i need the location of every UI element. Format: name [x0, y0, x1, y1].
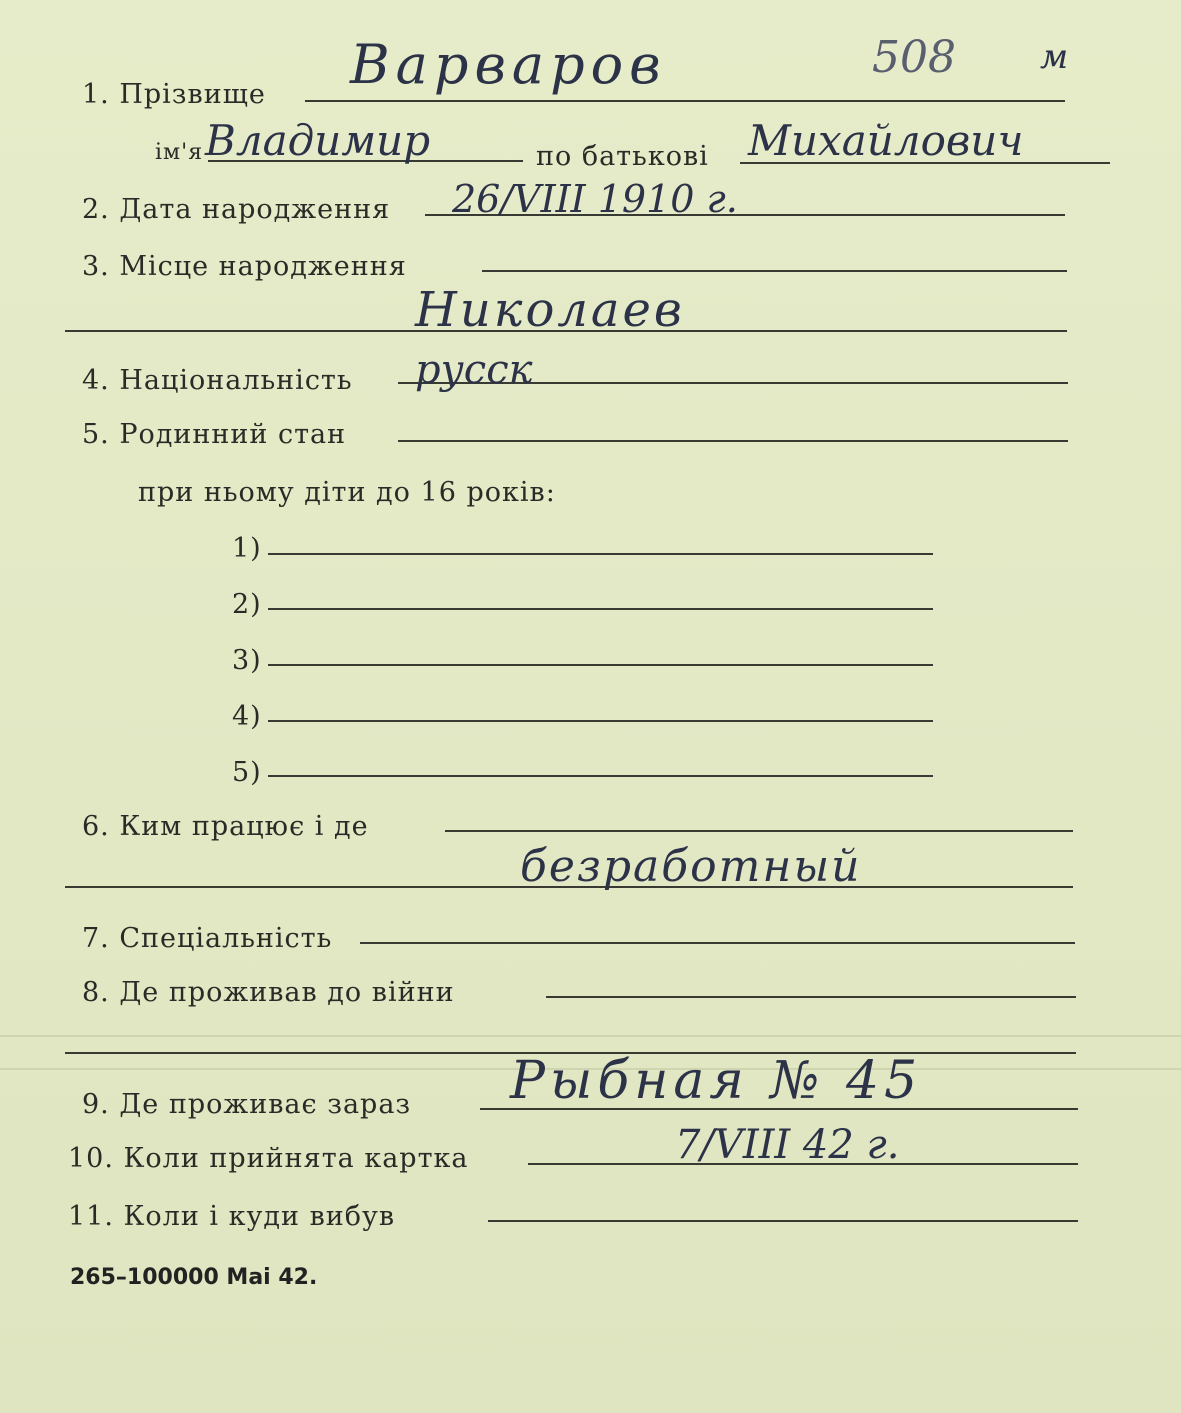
label-child-5: 5) — [232, 757, 262, 788]
handwritten-number: 508 — [872, 32, 956, 83]
departure-line — [488, 1220, 1078, 1222]
label-first-name: ім'я — [155, 140, 204, 165]
paper-fold — [0, 1035, 1181, 1037]
handwritten-first-name: Владимир — [205, 116, 431, 165]
child-5-line — [268, 775, 933, 777]
handwritten-patronymic: Михайлович — [748, 116, 1024, 165]
label-nationality: 4. Національність — [82, 365, 353, 396]
label-prewar-residence: 8. Де проживав до війни — [82, 977, 455, 1008]
handwritten-nationality: русск — [415, 347, 533, 393]
child-3-line — [268, 664, 933, 666]
handwritten-birth-place: Николаев — [415, 282, 685, 338]
handwritten-birth-date: 26/VIII 1910 г. — [452, 177, 738, 221]
label-card-date: 10. Коли прийнята картка — [68, 1143, 469, 1174]
label-surname: 1. Прізвище — [82, 79, 266, 110]
surname-line — [305, 100, 1065, 102]
handwritten-work: безработный — [520, 841, 862, 892]
label-children: при ньому діти до 16 років: — [138, 477, 556, 508]
child-2-line — [268, 608, 933, 610]
handwritten-mark: м — [1040, 37, 1069, 77]
handwritten-card-date: 7/VIII 42 г. — [675, 1122, 900, 1168]
label-child-2: 2) — [232, 589, 262, 620]
label-birth-date: 2. Дата народження — [82, 194, 391, 225]
label-work: 6. Ким працює і де — [82, 811, 369, 842]
child-1-line — [268, 553, 933, 555]
label-child-1: 1) — [232, 533, 262, 564]
handwritten-surname: Варваров — [350, 33, 667, 96]
specialty-line — [360, 942, 1075, 944]
child-4-line — [268, 720, 933, 722]
label-patronymic: по батькові — [536, 141, 709, 172]
label-child-3: 3) — [232, 645, 262, 676]
label-child-4: 4) — [232, 701, 262, 732]
label-current-residence: 9. Де проживає зараз — [82, 1089, 412, 1120]
handwritten-current-residence: Рыбная № 45 — [510, 1051, 923, 1111]
label-birth-place: 3. Місце народження — [82, 251, 407, 282]
label-specialty: 7. Спеціальність — [82, 923, 333, 954]
prewar-residence-line — [546, 996, 1076, 998]
label-departure: 11. Коли і куди вибув — [68, 1201, 396, 1232]
birth-place-line — [482, 270, 1067, 272]
work-line — [445, 830, 1073, 832]
print-code: 265–100000 Mai 42. — [70, 1265, 318, 1290]
label-marital-status: 5. Родинний стан — [82, 419, 347, 450]
marital-status-line — [398, 440, 1068, 442]
